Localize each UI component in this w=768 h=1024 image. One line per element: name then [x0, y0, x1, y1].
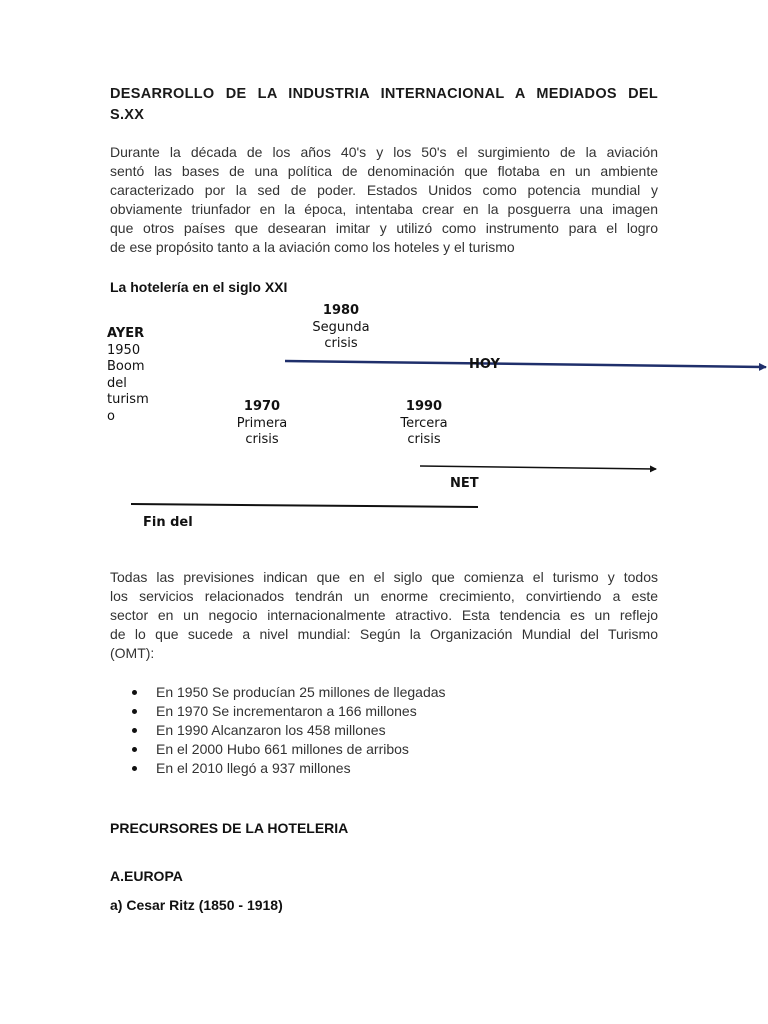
bullet-icon	[132, 728, 137, 733]
forecast-line: (OMT):	[110, 645, 155, 661]
forecast-line: sector en un negocio internacionalmente atractivo. Esta tendencia es un reflejo	[110, 607, 658, 623]
arrivals-list	[130, 683, 446, 778]
event-1980: 1980 Segunda crisis	[312, 303, 370, 351]
bullet-icon	[132, 747, 137, 752]
forecast-line: de lo que sucede a nivel mundial: Según la Organización Mundial del Turismo	[110, 626, 658, 642]
main-timeline-arrow	[285, 361, 766, 367]
forecast-paragraph	[110, 568, 658, 663]
ayer-label: AYER 1950 Boom del turism o	[107, 326, 149, 424]
hoy-label: HOY	[469, 357, 500, 368]
bullet-icon	[132, 690, 137, 695]
bullet-icon	[132, 766, 137, 771]
intro-line: caracterizado por la sed de poder. Estados Unidos como potencia mundial y	[110, 182, 658, 198]
intro-line: Durante la década de los años 40's y los 50's el surgimiento de la aviación	[110, 144, 658, 160]
intro-line: obviamente triunfador en la época, intentaba crear en la posguerra una imagen	[110, 201, 658, 217]
subsection-title: A.EUROPA	[110, 868, 183, 884]
bullet-icon	[132, 709, 137, 714]
item-heading: a) Cesar Ritz (1850 - 1918)	[110, 897, 283, 913]
event-1970: 1970 Primera crisis	[236, 399, 288, 447]
title-line-2: S.XX	[110, 107, 145, 123]
intro-line: que otros países que desearan imitar y utilizó como instrumento para el logro	[110, 220, 658, 236]
list-item: En el 2000 Hubo 661 millones de arribos	[130, 740, 446, 759]
intro-line: sentó las bases de una política de denominación que flotaba en un ambiente	[110, 163, 658, 179]
net-arrow	[420, 466, 656, 469]
list-item: En 1970 Se incrementaron a 166 millones	[130, 702, 446, 721]
event-1990: 1990 Tercera crisis	[400, 399, 448, 447]
section-title: PRECURSORES DE LA HOTELERIA	[110, 820, 349, 836]
list-item: En 1950 Se producían 25 millones de llegadas	[130, 683, 446, 702]
fin-label: Fin del	[143, 515, 193, 530]
intro-line: de ese propósito tanto a la aviación como los hoteles y el turismo	[110, 239, 515, 255]
list-item: En el 2010 llegó a 937 millones	[130, 759, 446, 778]
forecast-line: los servicios relacionados tendrán un enorme crecimiento, convirtiendo a este	[110, 588, 658, 604]
list-item: En 1990 Alcanzaron los 458 millones	[130, 721, 446, 740]
forecast-line: Todas las previsiones indican que en el siglo que comienza el turismo y todos	[110, 569, 658, 585]
title-line-1: DESARROLLO DE LA INDUSTRIA INTERNACIONAL A MEDIADOS DEL	[110, 86, 658, 102]
subtitle: La hotelería en el siglo XXI	[110, 279, 288, 295]
net-label: NET	[450, 476, 479, 491]
fin-line	[131, 504, 478, 507]
